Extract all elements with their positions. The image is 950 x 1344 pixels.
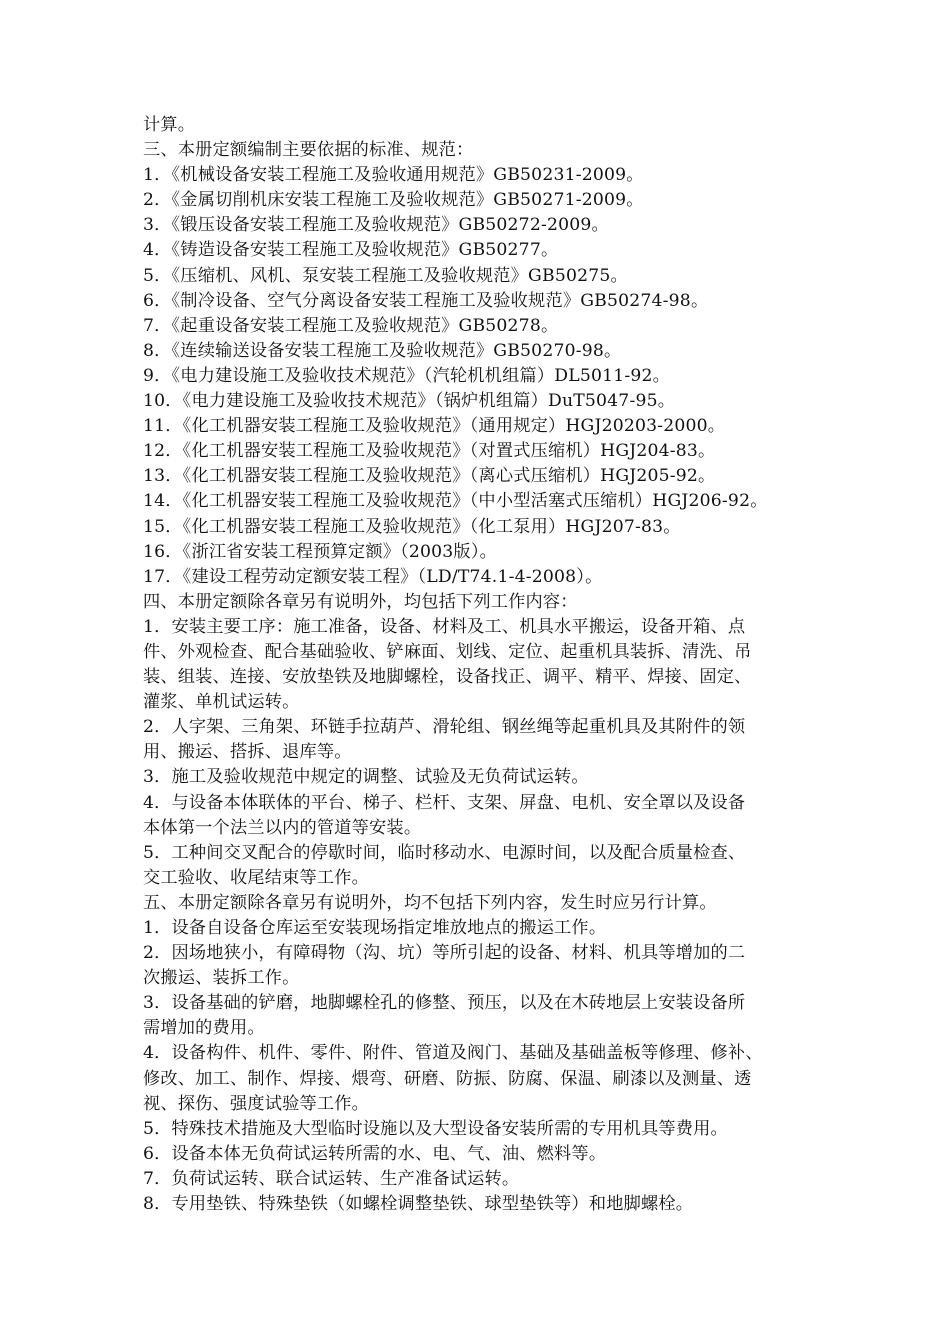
standard-item: 14．《化工机器安装工程施工及验收规范》（中小型活塞式压缩机）HGJ206-92。 xyxy=(143,491,768,512)
work-item-line: 1．安装主要工序：施工准备，设备、材料及工、机具水平搬运，设备开箱、点 xyxy=(143,616,746,637)
excluded-item-line: 7．负荷试运转、联合试运转、生产准备试运转。 xyxy=(143,1168,520,1189)
excluded-item-line: 3．设备基础的铲磨，地脚螺栓孔的修整、预压，以及在木砖地层上安装设备所 xyxy=(143,993,746,1014)
work-item xyxy=(143,841,811,891)
standard-item: 4．《铸造设备安装工程施工及验收规范》GB50277。 xyxy=(143,240,559,261)
work-item xyxy=(143,615,811,715)
excluded-item-line: 2．因场地狭小，有障碍物（沟、坑）等所引起的设备、材料、机具等增加的二 xyxy=(143,943,746,964)
work-item xyxy=(143,715,811,765)
standard-item: 7．《起重设备安装工程施工及验收规范》GB50278。 xyxy=(143,315,559,336)
standard-item: 11．《化工机器安装工程施工及验收规范》（通用规定）HGJ20203-2000。 xyxy=(143,416,726,437)
section-3-list xyxy=(143,163,811,590)
excluded-item xyxy=(143,991,811,1041)
standard-item: 1．《机械设备安装工程施工及验收通用规范》GB50231-2009。 xyxy=(143,165,644,186)
section-5-list xyxy=(143,916,811,1217)
excluded-item-line: 需增加的费用。 xyxy=(143,1018,265,1039)
work-item-line: 5．工种间交叉配合的停歇时间，临时移动水、电源时间，以及配合质量检查、 xyxy=(143,842,746,863)
excluded-item xyxy=(143,941,811,991)
standard-item: 17．《建设工程劳动定额安装工程》（LD/T74.1-4-2008）。 xyxy=(143,566,603,587)
work-item xyxy=(143,765,811,790)
section-4-heading: 四、本册定额除各章另有说明外，均包括下列工作内容： xyxy=(143,591,578,612)
standard-item: 9．《电力建设施工及验收技术规范》（汽轮机机组篇）DL5011-92。 xyxy=(143,365,671,386)
excluded-item-line: 修改、加工、制作、焊接、煨弯、研磨、防振、防腐、保温、刷漆以及测量、透 xyxy=(143,1068,752,1089)
excluded-item xyxy=(143,916,811,941)
work-item xyxy=(143,791,811,841)
standard-item: 2．《金属切削机床安装工程施工及验收规范》GB50271-2009。 xyxy=(143,190,644,211)
work-item-line: 件、外观检查、配合基础验收、铲麻面、划线、定位、起重机具装拆、清洗、吊 xyxy=(143,641,752,662)
document-body xyxy=(143,113,811,1217)
work-item-line: 2．人字架、三角架、环链手拉葫芦、滑轮组、钢丝绳等起重机具及其附件的领 xyxy=(143,717,746,738)
excluded-item-line: 5．特殊技术措施及大型临时设施以及大型设备安装所需的专用机具等费用。 xyxy=(143,1118,728,1139)
work-item-line: 3．施工及验收规范中规定的调整、试验及无负荷试运转。 xyxy=(143,767,589,788)
excluded-item-line: 4．设备构件、机件、零件、附件、管道及阀门、基础及基础盖板等修理、修补、 xyxy=(143,1043,763,1064)
excluded-item-line: 6．设备本体无负荷试运转所需的水、电、气、油、燃料等。 xyxy=(143,1143,607,1164)
standard-item: 12．《化工机器安装工程施工及验收规范》（对置式压缩机）HGJ204-83。 xyxy=(143,441,716,462)
work-item-line: 用、搬运、搭拆、退库等。 xyxy=(143,742,352,763)
work-item-line: 装、组装、连接、安放垫铁及地脚螺栓，设备找正、调平、精平、焊接、固定、 xyxy=(143,667,752,688)
work-item-line: 交工验收、收尾结束等工作。 xyxy=(143,867,370,888)
excluded-item xyxy=(143,1117,811,1142)
excluded-item xyxy=(143,1142,811,1167)
intro-tail: 计算。 xyxy=(143,115,196,135)
work-item-line: 4．与设备本体联体的平台、梯子、栏杆、支架、屏盘、电机、安全罩以及设备 xyxy=(143,792,746,813)
work-item-line: 灌浆、单机试运转。 xyxy=(143,692,300,713)
standard-item: 10．《电力建设施工及验收技术规范》（锅炉机组篇）DuT5047-95。 xyxy=(143,391,676,412)
section-3-heading: 三、本册定额编制主要依据的标准、规范： xyxy=(143,140,474,161)
standard-item: 6．《制冷设备、空气分离设备安装工程施工及验收规范》GB50274-98。 xyxy=(143,290,709,311)
standard-item: 8．《连续输送设备安装工程施工及验收规范》GB50270-98。 xyxy=(143,340,622,361)
excluded-item-line: 8．专用垫铁、特殊垫铁（如螺栓调整垫铁、球型垫铁等）和地脚螺栓。 xyxy=(143,1194,694,1215)
excluded-item xyxy=(143,1192,811,1217)
section-4-list xyxy=(143,615,811,891)
excluded-item-line: 1．设备自设备仓库运至安装现场指定堆放地点的搬运工作。 xyxy=(143,918,607,938)
excluded-item-line: 视、探伤、强度试验等工作。 xyxy=(143,1093,370,1114)
standard-item: 3．《锻压设备安装工程施工及验收规范》GB50272-2009。 xyxy=(143,215,609,236)
standard-item: 15．《化工机器安装工程施工及验收规范》（化工泵用）HGJ207-83。 xyxy=(143,516,681,537)
excluded-item xyxy=(143,1167,811,1192)
standard-item: 16．《浙江省安装工程预算定额》（2003版）。 xyxy=(143,541,497,562)
standard-item: 5．《压缩机、风机、泵安装工程施工及验收规范》GB50275。 xyxy=(143,265,628,286)
section-5-heading: 五、本册定额除各章另有说明外，均不包括下列内容，发生时应另行计算。 xyxy=(143,892,717,913)
excluded-item-line: 次搬运、装拆工作。 xyxy=(143,968,300,989)
excluded-item xyxy=(143,1041,811,1116)
work-item-line: 本体第一个法兰以内的管道等安装。 xyxy=(143,817,422,838)
standard-item: 13．《化工机器安装工程施工及验收规范》（离心式压缩机）HGJ205-92。 xyxy=(143,466,716,487)
